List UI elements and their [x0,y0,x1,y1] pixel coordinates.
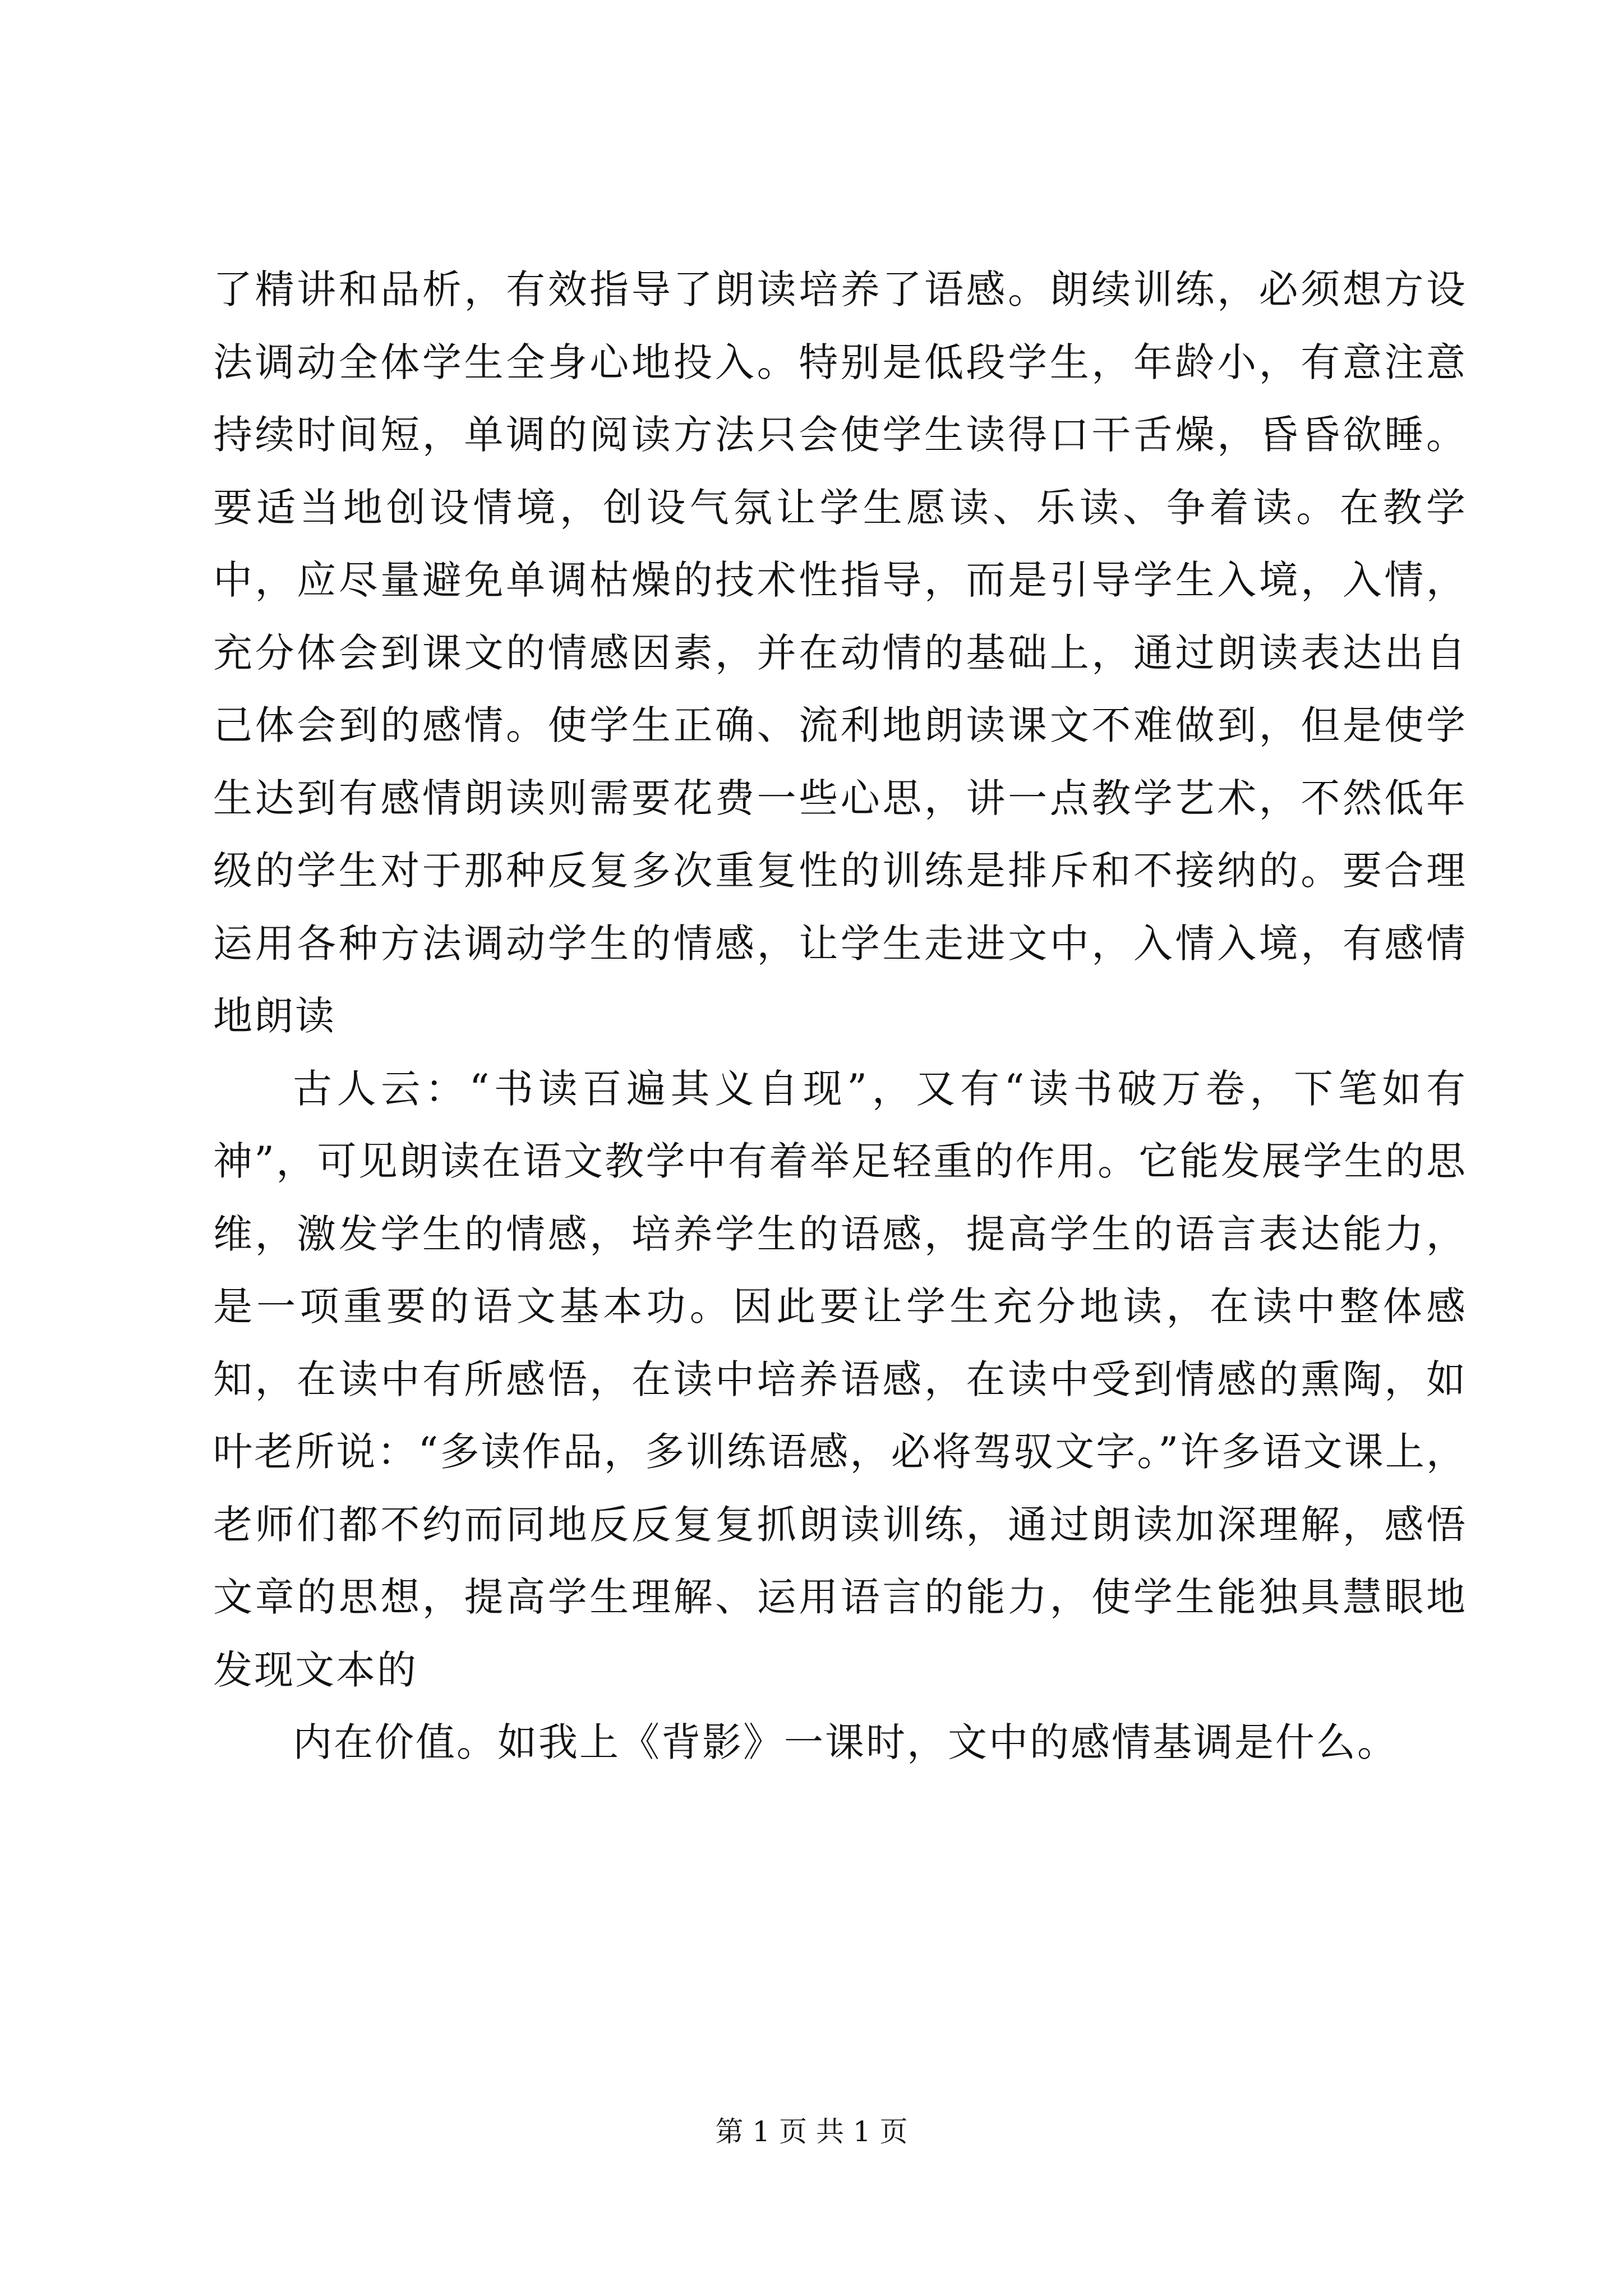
paragraph-2: 古人云：“书读百遍其义自现”，又有“读书破万卷，下笔如有神”，可见朗读在语文教学中有着举足轻重的作用。它能发展学生的思维，激发学生的情感，培养学生的语感，提高学生的语言表达能力，是一项重要的语文基本功。因此要让学生充分地读，在读中整体感知，在读中有所感悟，在读中培养语感，在读中受到情感的熏陶，如叶老所说：“多读作品，多训练语感，必将驾驭文字。”许多语文课上，老师们都不约而同地反反复复抓朗读训练，通过朗读加深理解，感悟文章的思想，提高学生理解、运用语言的能力，使学生能独具慧眼地发现文本的 [213,1065,1467,1693]
body-text [213,254,1467,1779]
paragraph-3: 内在价值。如我上《背影》一课时，文中的感情基调是什么。 [293,1719,1398,1765]
page-footer: 第 1 页 共 1 页 [715,2115,908,2148]
paragraph-1: 了精讲和品析，有效指导了朗读培养了语感。朗续训练，必须想方设法调动全体学生全身心地投入。特别是低段学生，年龄小，有意注意持续时间短，单调的阅读方法只会使学生读得口干舌燥，昏昏欲睡。要适当地创设情境，创设气氛让学生愿读、乐读、争着读。在教学中，应尽量避免单调枯燥的技术性指导，而是引导学生入境，入情，充分体会到课文的情感因素，并在动情的基础上，通过朗读表达出自己体会到的感情。使学生正确、流利地朗读课文不难做到，但是使学生达到有感情朗读则需要花费一些心思，讲一点教学艺术，不然低年级的学生对于那种反复多次重复性的训练是排斥和不接纳的。要合理运用各种方法调动学生的情感，让学生走进文中，入情入境，有感情地朗读 [213,266,1467,1039]
